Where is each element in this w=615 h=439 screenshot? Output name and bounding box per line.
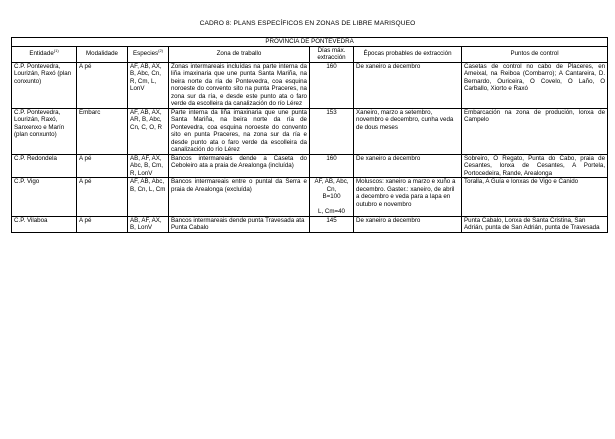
cell-epocas: De xaneiro a decembro [354,216,462,232]
table-row [12,62,608,108]
cell-epocas: Xaneiro, marzo a setembro, novembro e decembro, cunha veda de dous meses [354,108,462,154]
cell-modalidade: A pé [77,216,128,232]
cell-modalidade: Embarc [77,108,128,154]
cell-epocas: Moluscos: xaneiro a marzo e xuño a decembro. Gaster.: xaneiro, de abril a decembro e veda para a lapa en outubro e novembro [354,178,462,217]
cell-puntos: Embarcación na zona de produción, lonxa de Campelo [462,108,608,154]
cell-zona: Bancos intermareais dende punta Travesada ata Punta Cabalo [169,216,310,232]
cell-especies: AF, AB, AX, AR, B, Abc, Cn, C, O, R [128,108,169,154]
cell-entidade: C.P. Pontevedra, Lourizán, Raxó (plan conxunto) [12,62,77,108]
cell-dias: 153 [310,108,354,154]
province-row [12,38,608,47]
footnote-marker: (1) [53,48,59,54]
column-header-dias: Días máx. extracción [310,46,354,62]
cell-entidade: C.P. Redondela [12,154,77,178]
dias-line: AF, AB, Abc, Cn, [314,178,349,193]
column-header-row [12,46,608,62]
cell-zona: Parte interna da liña imaxinaria que une punta Santa Mariña, na beira norte da ría de Pontevedra, coa esquina noroeste do convento sito en punta Praceres, na zona sur da ría e desde punto ata o faro verde da escolleira da canalización do río Lérez [169,108,310,154]
table-row [12,108,608,154]
dias-line: L, Cm=40 [318,208,345,215]
cell-epocas: De xaneiro a decembro [354,62,462,108]
column-header-puntos: Puntos de control [462,46,608,62]
cell-modalidade: A pé [77,62,128,108]
province-header: PROVINCIA DE PONTEVEDRA [12,38,608,47]
cell-puntos: Sobreiro, O Regato, Punta do Cabo, praia de Cesantes, lonxa de Cesantes, A Portela, Portocedeira, Rande, Arealonga [462,154,608,178]
cell-especies: AF, AB, AX, B, Abc, Cn, R, Cm, L, LonV [128,62,169,108]
header-especies-label: Especies [133,50,159,58]
cell-especies: AB, AF, AX, B, LonV [128,216,169,232]
cell-zona: Bancos intermareais dende a Caseta do Ceboleiro ata a praia de Arealonga (incluída) [169,154,310,178]
cell-epocas: De xaneiro a decembro [354,154,462,178]
table-row [12,216,608,232]
column-header-modalidade: Modalidade [77,46,128,62]
page-title: CADRO 8: PLANS ESPECÍFICOS EN ZONAS DE LIBRE MARISQUEO [199,20,416,27]
dias-line: B=100 [322,193,341,200]
column-header-epocas: Épocas probables de extracción [354,46,462,62]
cell-dias: 160 [310,154,354,178]
table-row [12,178,608,217]
cell-entidade: C.P. Vilaboa [12,216,77,232]
table-row [12,154,608,178]
cell-dias: 160 [310,62,354,108]
column-header-entidade [12,46,77,62]
cell-modalidade: A pé [77,154,128,178]
cell-puntos: Casetas de control no cabo de Placeres, en Ameixal, na Reiboa (Combarro); A Cantareira, D. Bernardo, Ouriceira, O Covelo, O Laño, O Carballo, Xiorto e Raxó [462,62,608,108]
cell-zona: Zonas intermareais incluídas na parte interna da liña imaxinaria que une punta Santa Mariña, na beira norte da ría de Pontevedra, coa esquina noroeste do convento sito na punta Praceres, na zona sur da ría, e desde este punto ata o faro verde da escolleira da canalización do río Lérez [169,62,310,108]
cell-entidade: C.P. Vigo [12,178,77,217]
cell-modalidade: A pé [77,178,128,217]
header-entidade-label: Entidade [29,50,54,58]
footnote-marker: (2) [158,48,163,54]
cell-dias: 145 [310,216,354,232]
cell-entidade: C.P. Pontevedra, Lourizán, Raxó, Sanxenxo e Marín (plan conxunto) [12,108,77,154]
cell-dias [310,178,354,217]
cell-especies: AF, AB, Abc, B, Cn, L, Cm [128,178,169,217]
cell-puntos: Toralla, A Guía e lonxas de Vigo e Canido [462,178,608,217]
cell-zona: Bancos intermareais entre o puntal da Serra e praia de Arealonga (excluída) [169,178,310,217]
dias-line [312,201,351,209]
cell-puntos: Punta Cabalo, Lonxa de Santa Cristina, San Adrián, punta de San Adrián, punta de Travesada [462,216,608,232]
column-header-especies [128,46,169,62]
plans-table [11,37,608,233]
column-header-zona: Zona de traballo [169,46,310,62]
cell-especies: AB, AF, AX, Abc, B, Cm, R, LonV [128,154,169,178]
